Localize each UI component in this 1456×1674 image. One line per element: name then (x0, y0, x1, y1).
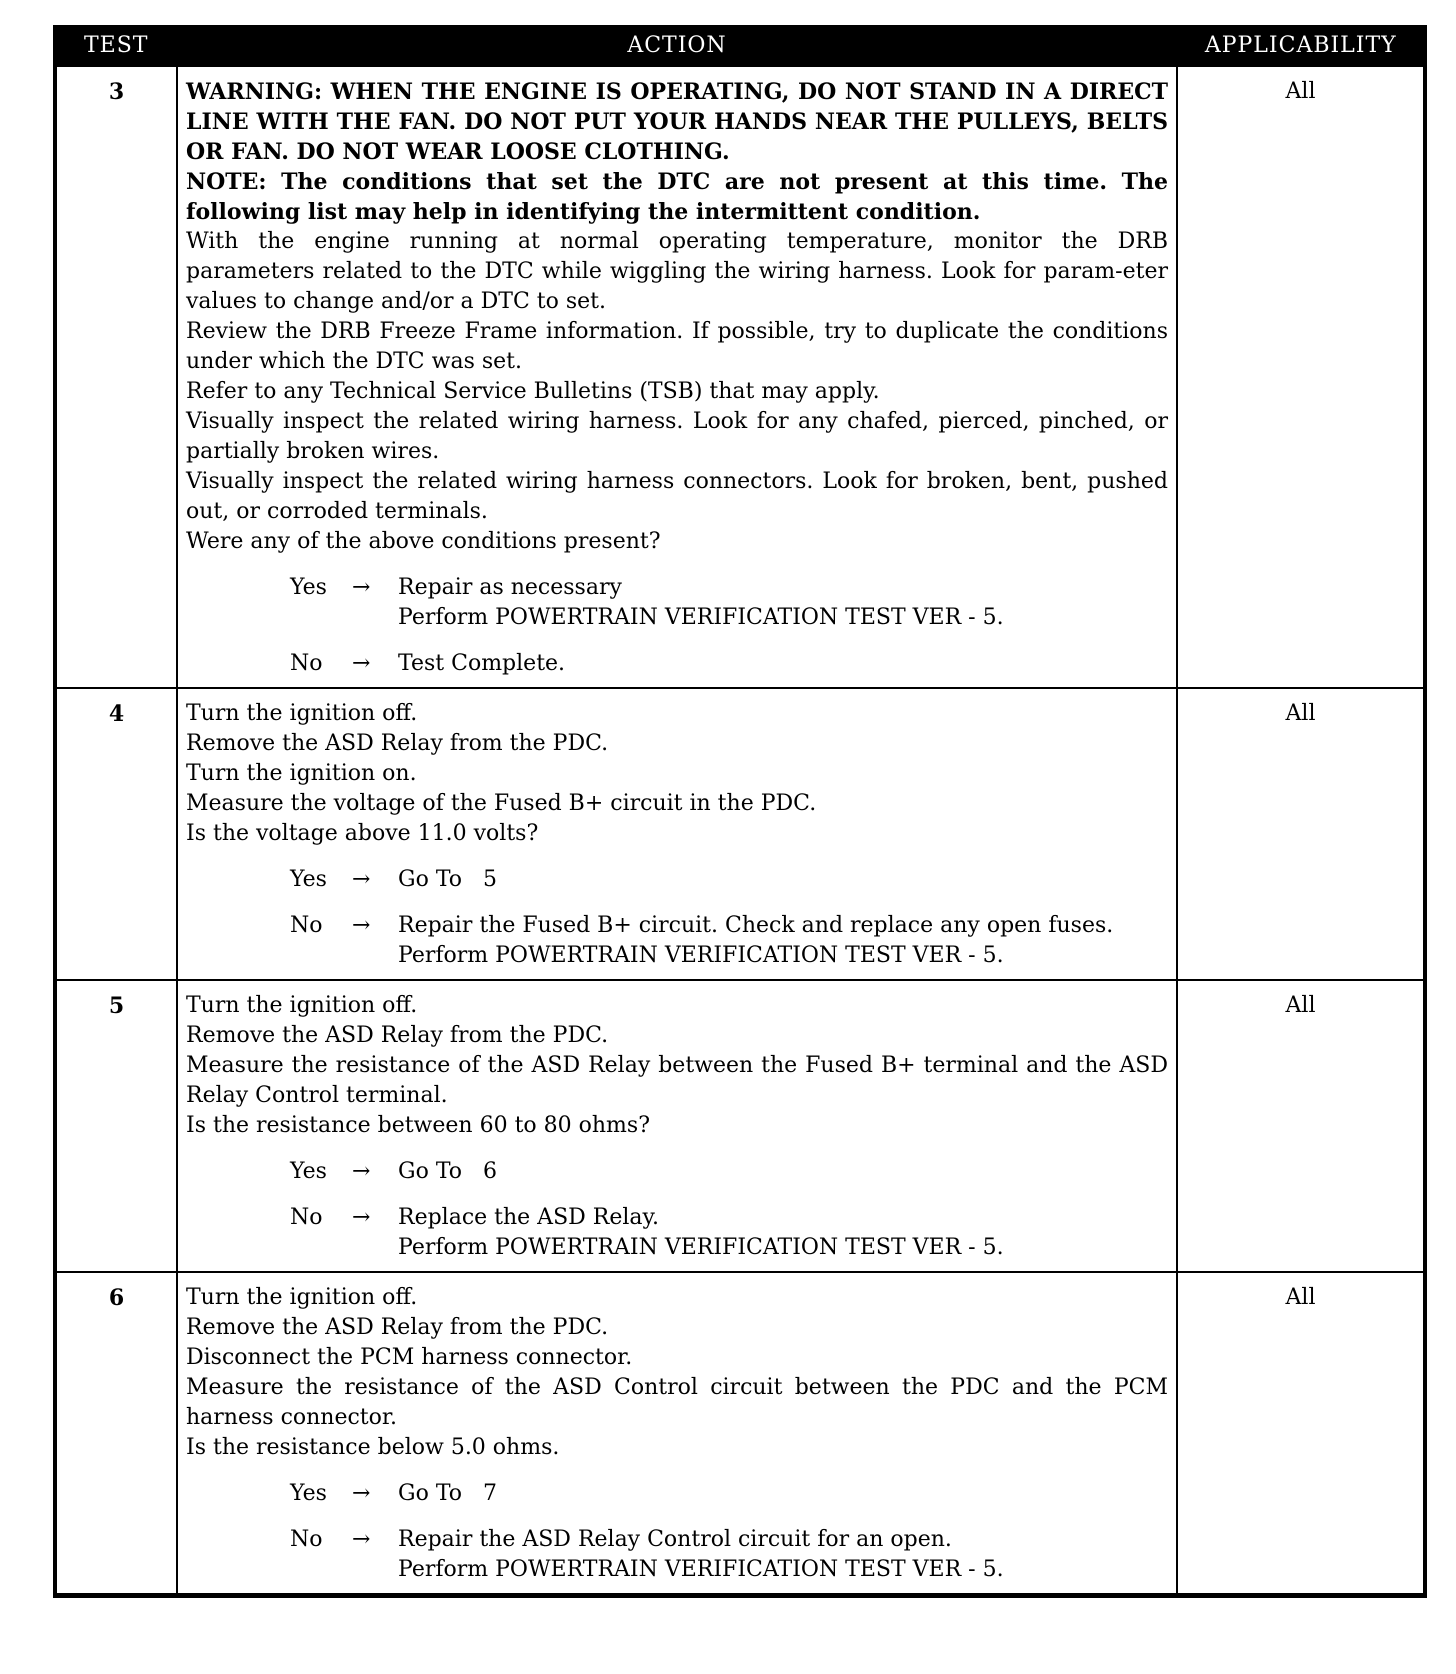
answer-text: Perform POWERTRAIN VERIFICATION TEST VER - 5. (398, 1235, 1004, 1260)
answer-body (398, 573, 1168, 633)
instruction-text: Remove the ASD Relay from the PDC. (186, 731, 609, 756)
test-number: 3 (55, 66, 177, 689)
table-row (55, 1272, 1425, 1596)
instruction-text: Turn the ignition on. (186, 761, 417, 786)
answer-key: No (290, 1205, 323, 1230)
answer-key: No (290, 651, 323, 676)
answer-key: No (290, 913, 323, 938)
answer-key: Yes (290, 1481, 327, 1506)
answer-text: Repair as necessary (398, 575, 622, 600)
answer-body (398, 1479, 1168, 1509)
table-row (55, 980, 1425, 1272)
answer-item (290, 1479, 1168, 1509)
answer-body (398, 1203, 1168, 1263)
instruction-text: Measure the resistance of the ASD Control circuit between the PDC and the PCM harness connector. (186, 1375, 1168, 1430)
answer-text: Perform POWERTRAIN VERIFICATION TEST VER - 5. (398, 943, 1004, 968)
answer-item (290, 1525, 1168, 1585)
answer-key: Yes (290, 1159, 327, 1184)
instruction-text: Is the resistance between 60 to 80 ohms? (186, 1113, 650, 1138)
answer-list (290, 1479, 1168, 1585)
answer-text: Repair the Fused B+ circuit. Check and replace any open fuses. (398, 913, 1114, 938)
applicability-value: All (1177, 1272, 1425, 1596)
table-body (55, 66, 1425, 1596)
answer-item (290, 573, 1168, 633)
table-row (55, 66, 1425, 689)
answer-item (290, 865, 1168, 895)
answer-item (290, 911, 1168, 971)
test-number: 6 (55, 1272, 177, 1596)
instruction-text: Review the DRB Freeze Frame information. If possible, try to duplicate the conditions under which the DTC was set. (186, 319, 1168, 374)
table-row (55, 688, 1425, 980)
answer-text: Replace the ASD Relay. (398, 1205, 660, 1230)
test-number: 4 (55, 688, 177, 980)
warning-text: WARNING: WHEN THE ENGINE IS OPERATING, DO NOT STAND IN A DIRECT LINE WITH THE FAN. DO NOT PUT YOUR HANDS NEAR THE PULLEYS, BELTS OR FAN. DO NOT WEAR LOOSE CLOTHING. (186, 79, 1168, 165)
instruction-text: Remove the ASD Relay from the PDC. (186, 1023, 609, 1048)
answer-body (398, 911, 1168, 971)
answer-text: Go To 6 (398, 1159, 497, 1184)
arrow-right-icon: → (352, 1481, 371, 1506)
answer-list (290, 1157, 1168, 1263)
instruction-text: With the engine running at normal operating temperature, monitor the DRB parameters related to the DTC while wiggling the wiring harness. Look for param-eter values to change and/or a DTC to set. (186, 229, 1168, 314)
answer-body (398, 865, 1168, 895)
applicability-value: All (1177, 688, 1425, 980)
arrow-right-icon: → (352, 913, 371, 938)
answer-list (290, 865, 1168, 971)
applicability-value: All (1177, 66, 1425, 689)
instruction-text: Measure the voltage of the Fused B+ circuit in the PDC. (186, 791, 817, 816)
answer-body (398, 1525, 1168, 1585)
action-cell (177, 1272, 1177, 1596)
answer-text: Repair the ASD Relay Control circuit for an open. (398, 1527, 952, 1552)
arrow-right-icon: → (352, 1527, 371, 1552)
instruction-text: Were any of the above conditions present? (186, 529, 661, 554)
action-cell (177, 688, 1177, 980)
instruction-text: Turn the ignition off. (186, 1285, 418, 1310)
answer-body (398, 1157, 1168, 1187)
answer-text: Perform POWERTRAIN VERIFICATION TEST VER - 5. (398, 605, 1004, 630)
applicability-value: All (1177, 980, 1425, 1272)
answer-key: No (290, 1527, 323, 1552)
arrow-right-icon: → (352, 1205, 371, 1230)
diagnostic-test-table (53, 25, 1427, 1598)
header-applicability: APPLICABILITY (1177, 27, 1425, 66)
table-header-row (55, 27, 1425, 66)
instruction-text: Disconnect the PCM harness connector. (186, 1345, 633, 1370)
instruction-text: Turn the ignition off. (186, 993, 418, 1018)
header-action: ACTION (177, 27, 1177, 66)
answer-key: Yes (290, 575, 327, 600)
instruction-text: Is the voltage above 11.0 volts? (186, 821, 539, 846)
instruction-text: Visually inspect the related wiring harness connectors. Look for broken, bent, pushed out, or corroded terminals. (186, 469, 1168, 524)
instruction-text: Remove the ASD Relay from the PDC. (186, 1315, 609, 1340)
action-cell (177, 66, 1177, 689)
arrow-right-icon: → (352, 1159, 371, 1184)
document-page (53, 25, 1423, 1598)
answer-text: Perform POWERTRAIN VERIFICATION TEST VER - 5. (398, 1557, 1004, 1582)
test-number: 5 (55, 980, 177, 1272)
answer-item (290, 1203, 1168, 1263)
instruction-text: Measure the resistance of the ASD Relay between the Fused B+ terminal and the ASD Relay Control terminal. (186, 1053, 1168, 1108)
warning-text: NOTE: The conditions that set the DTC are not present at this time. The following list may help in identifying the intermittent condition. (186, 169, 1168, 225)
answer-text: Go To 5 (398, 867, 497, 892)
instruction-text: Turn the ignition off. (186, 701, 418, 726)
instruction-text: Is the resistance below 5.0 ohms. (186, 1435, 560, 1460)
header-test: TEST (55, 27, 177, 66)
arrow-right-icon: → (352, 575, 371, 600)
answer-body (398, 649, 1168, 679)
instruction-text: Refer to any Technical Service Bulletins (TSB) that may apply. (186, 379, 880, 404)
answer-text: Test Complete. (398, 651, 566, 676)
arrow-right-icon: → (352, 867, 371, 892)
instruction-text: Visually inspect the related wiring harness. Look for any chafed, pierced, pinched, or partially broken wires. (186, 409, 1168, 464)
answer-list (290, 573, 1168, 679)
arrow-right-icon: → (352, 651, 371, 676)
answer-key: Yes (290, 867, 327, 892)
answer-item (290, 1157, 1168, 1187)
action-cell (177, 980, 1177, 1272)
answer-text: Go To 7 (398, 1481, 497, 1506)
answer-item (290, 649, 1168, 679)
